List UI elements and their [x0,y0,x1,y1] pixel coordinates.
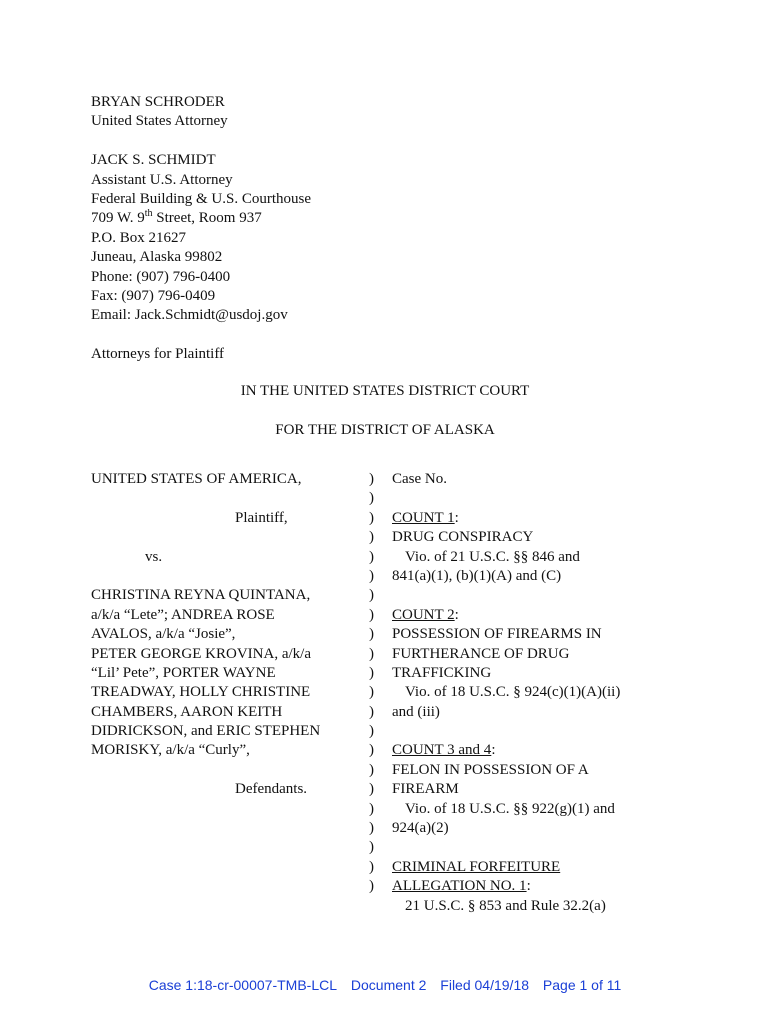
defendant-line: DIDRICKSON, and ERIC STEPHEN [91,723,321,740]
charges-column [392,470,652,916]
email-address: Email: Jack.Schmidt@usdoj.gov [91,307,288,324]
attorney-role: Attorneys for Plaintiff [91,346,225,363]
defendant-line: TREADWAY, HOLLY CHRISTINE [91,684,311,701]
count-2-title-cont: TRAFFICKING [392,664,492,681]
footer-page-number: Page 1 of 11 [542,977,622,993]
court-district: FOR THE DISTRICT OF ALASKA [275,422,495,438]
plaintiff-label: Plaintiff, [235,509,288,526]
plaintiff-name: UNITED STATES OF AMERICA, [91,471,302,487]
defendant-line: MORISKY, a/k/a “Curly”, [91,742,250,759]
forfeiture-heading: CRIMINAL FORFEITURE [392,858,561,875]
defendant-line: CHRISTINA REYNA QUINTANA, [91,587,311,604]
city-state-zip: Juneau, Alaska 99802 [91,249,223,266]
count-3-4-title-cont: FIREARM [392,781,459,798]
count-2-heading: COUNT 2: [392,606,459,623]
count-2-statute-cont: and (iii) [392,703,440,720]
count-2-title: POSSESSION OF FIREARMS IN [392,626,602,643]
defendant-line: a/k/a “Lete”; ANDREA ROSE [91,606,275,623]
ecf-footer [0,977,770,993]
fax-number: Fax: (907) 796-0409 [91,287,216,304]
count-1-statute: Vio. of 21 U.S.C. §§ 846 and [405,548,580,565]
case-caption-parties [91,470,361,800]
count-3-4-title: FELON IN POSSESSION OF A [392,761,589,778]
caption-divider: ) ) ) ) ) ) ) ) ) ) ) ) ) ) ) ) ) ) ) ) ) ) [369,471,374,895]
case-number-label: Case No. [392,471,447,487]
court-name: IN THE UNITED STATES DISTRICT COURT [240,383,530,399]
forfeiture-heading-cont: ALLEGATION NO. 1: [392,878,531,895]
phone-number: Phone: (907) 796-0400 [91,268,231,285]
assistant-title: Assistant U.S. Attorney [91,171,233,188]
count-3-4-statute-cont: 924(a)(2) [392,820,449,837]
footer-document-number: Document 2 [350,977,427,993]
defendant-line: PETER GEORGE KROVINA, a/k/a [91,645,311,662]
count-3-4-statute: Vio. of 18 U.S.C. §§ 922(g)(1) and [405,800,615,817]
street-address: 709 W. 9th Street, Room 937 [91,208,262,227]
versus-label: vs. [145,548,163,565]
defendant-line: “Lil’ Pete”, PORTER WAYNE [91,664,276,681]
defendant-line: CHAMBERS, AARON KEITH [91,703,283,720]
count-2-title-cont: FURTHERANCE OF DRUG [392,645,570,662]
count-1-heading: COUNT 1: [392,509,459,526]
footer-case-number: Case 1:18-cr-00007-TMB-LCL [148,977,338,993]
count-3-4-heading: COUNT 3 and 4: [392,742,496,759]
footer-filed-date: Filed 04/19/18 [440,977,530,993]
attorney-name: BRYAN SCHRODER [91,94,225,110]
assistant-name: JACK S. SCHMIDT [91,152,216,169]
attorney-header [91,93,311,364]
defendant-line: AVALOS, a/k/a “Josie”, [91,626,236,643]
count-2-statute: Vio. of 18 U.S.C. § 924(c)(1)(A)(ii) [405,684,621,701]
po-box: P.O. Box 21627 [91,229,187,246]
defendants-label: Defendants. [235,781,308,798]
building-name: Federal Building & U.S. Courthouse [91,190,311,207]
count-1-statute-cont: 841(a)(1), (b)(1)(A) and (C) [392,567,562,584]
attorney-title: United States Attorney [91,113,228,130]
forfeiture-statute: 21 U.S.C. § 853 and Rule 32.2(a) [405,897,606,914]
count-1-title: DRUG CONSPIRACY [392,529,534,546]
